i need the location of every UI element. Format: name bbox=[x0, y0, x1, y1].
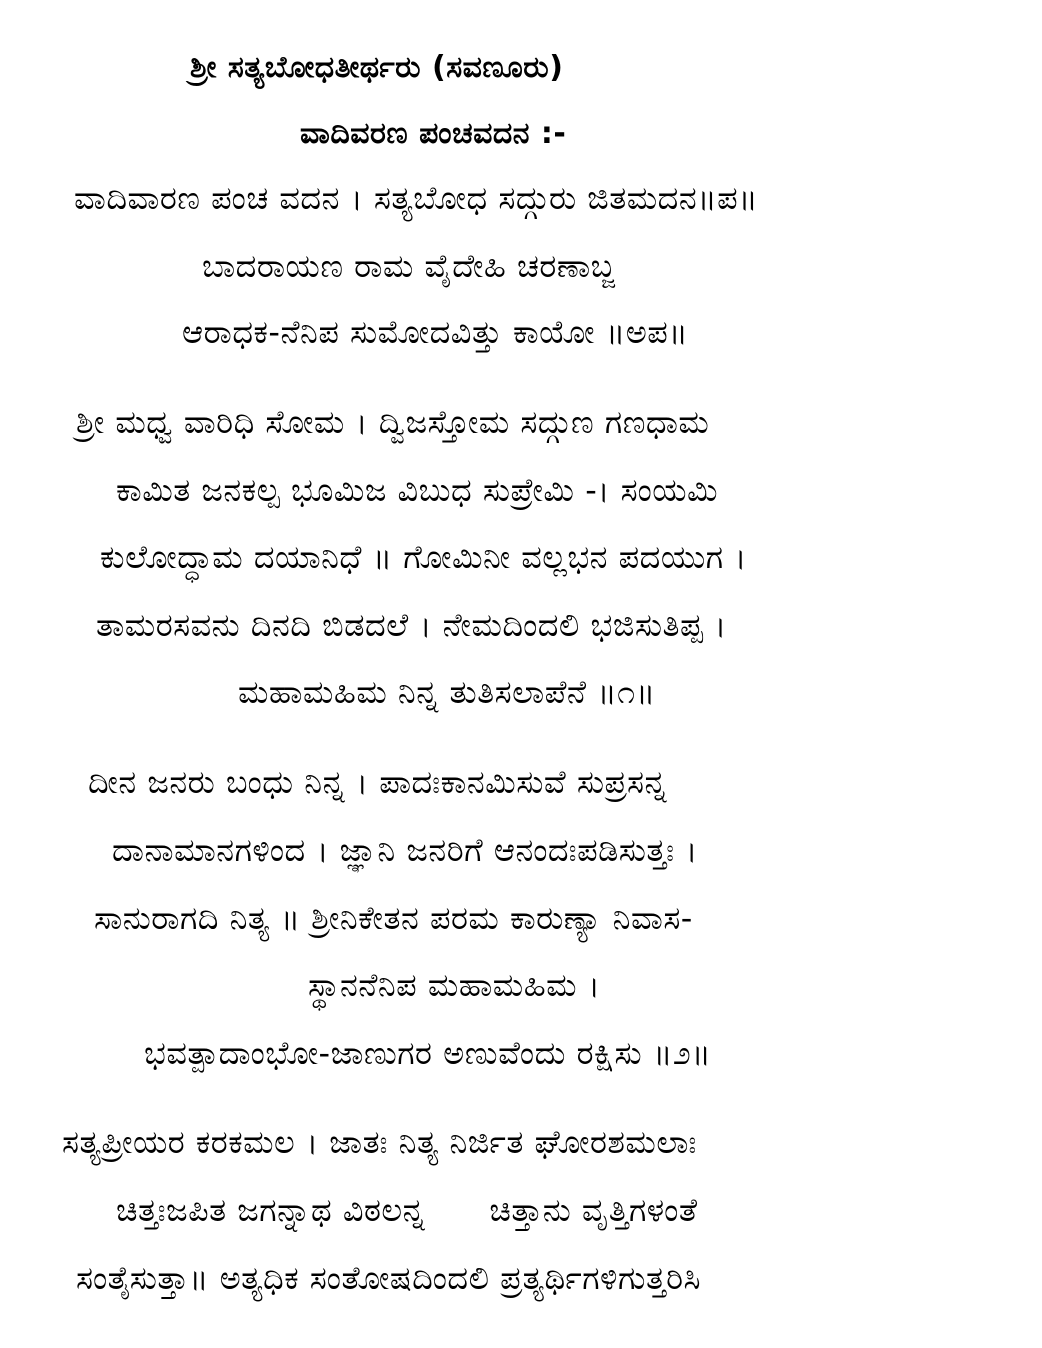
stanza1-line-5: ಮಹಾಮಹಿಮ ನಿನ್ನ ತುತಿಸಲಾಪೆನೆ ॥೧॥ bbox=[238, 673, 656, 711]
stanza3-line-1: ಸತ್ಯಪ್ರೀಯರ ಕರಕಮಲ । ಜಾತಃ ನಿತ್ಯ ನಿರ್ಜಿತ ಘೋರಶಮಲಾಃ bbox=[62, 1123, 697, 1161]
stanza1-line-1: ಶ್ರೀ ಮಧ್ವ ವಾರಿಧಿ ಸೋಮ । ದ್ವಿಜಸ್ತೋಮ ಸದ್ಗುಣ ಗಣಧಾಮ bbox=[76, 403, 710, 441]
refrain-line-2: ಬಾದರಾಯಣ ರಾಮ ವೈದೇಹಿ ಚರಣಾಬ್ಜ bbox=[202, 247, 615, 285]
stanza2-line-3: ಸಾನುರಾಗದಿ ನಿತ್ಯ ॥ ಶ್ರೀನಿಕೇತನ ಪರಮ ಕಾರುಣ್ಯಾ ನಿವಾಸ- bbox=[94, 899, 693, 937]
stanza3-line-3: ಸಂತೈಸುತ್ತಾ॥ ಅತ್ಯಧಿಕ ಸಂತೋಷದಿಂದಲಿ ಪ್ರತ್ಯರ್ಥಿಗಳಿಗುತ್ತರಿಸಿ bbox=[76, 1259, 702, 1297]
stanza2-line-2: ದಾನಾಮಾನಗಳಿಂದ । ಜ್ಞಾನಿ ಜನರಿಗೆ ಆನಂದಃಪಡಿಸುತ್ತಃ । bbox=[112, 831, 698, 869]
stanza2-line-1: ದೀನ ಜನರು ಬಂಧು ನಿನ್ನ । ಪಾದಃಕಾನಮಿಸುವೆ ಸುಪ್ರಸನ್ನ bbox=[88, 763, 668, 801]
document-subtitle: ವಾದಿವರಣ ಪಂಚವದನ :- bbox=[300, 116, 567, 151]
refrain-line-1: ವಾದಿವಾರಣ ಪಂಚ ವದನ । ಸತ್ಯಬೋಧ ಸದ್ಗುರು ಜಿತಮದನ॥ಪ॥ bbox=[74, 179, 759, 217]
stanza1-line-2: ಕಾಮಿತ ಜನಕಲ್ಪ ಭೂಮಿಜ ವಿಬುಧ ಸುಪ್ರೇಮಿ -। ಸಂಯಮಿ bbox=[116, 471, 719, 509]
stanza2-line-5: ಭವತ್ಪಾದಾಂಭೋ-ಜಾಣುಗರ ಅಣುವೆಂದು ರಕ್ಷಿಸು ॥೨॥ bbox=[144, 1034, 712, 1072]
document-title: ಶ್ರೀ ಸತ್ಯಬೋಧತೀರ್ಥರು (ಸವಣೂರು) bbox=[190, 50, 564, 85]
stanza1-line-4: ತಾಮರಸವನು ದಿನದಿ ಬಿಡದಲೆ । ನೇಮದಿಂದಲಿ ಭಜಿಸುತಿಪ್ಪ । bbox=[96, 606, 727, 644]
refrain-line-3: ಆರಾಧಕ-ನೆನಿಪ ಸುಮೋದವಿತ್ತು ಕಾಯೋ ॥ಅಪ॥ bbox=[182, 313, 689, 351]
stanza2-line-4: ಸ್ಥಾನನೆನಿಪ ಮಹಾಮಹಿಮ । bbox=[308, 966, 601, 1004]
stanza3-line-2: ಚಿತ್ತಃಜಪಿತ ಜಗನ್ನಾಥ ವಿಠಲನ್ನ ಚಿತ್ತಾನು ವೃತ್ತಿಗಳಂತೆ bbox=[116, 1191, 698, 1229]
stanza1-line-3: ಕುಲೋದ್ಧಾಮ ದಯಾನಿಧೆ ॥ ಗೋಮಿನೀ ವಲ್ಲಭನ ಪದಯುಗ । bbox=[100, 538, 747, 576]
